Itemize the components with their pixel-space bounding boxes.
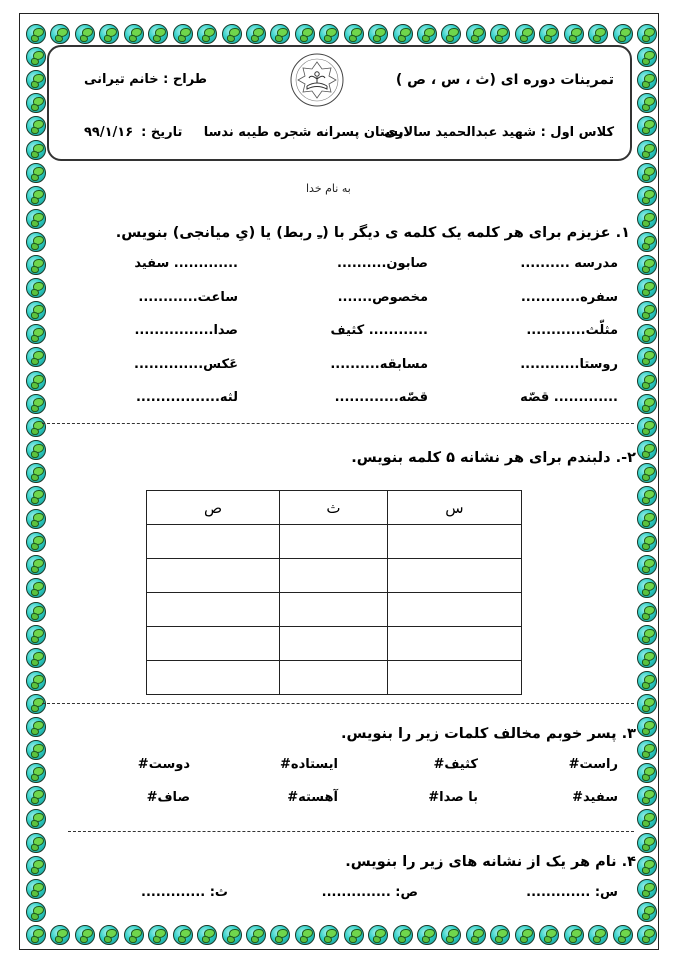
answer-cell[interactable] — [280, 525, 388, 559]
answer-cell[interactable] — [387, 559, 521, 593]
exercise-item: ............. سفید — [134, 256, 238, 271]
globe-icon — [515, 925, 535, 945]
globe-icon — [637, 463, 657, 483]
column-header-sin: س — [387, 491, 521, 525]
column-header-se: ث — [280, 491, 388, 525]
globe-icon — [637, 394, 657, 414]
globe-icon — [613, 24, 633, 44]
globe-icon — [393, 925, 413, 945]
answer-cell[interactable] — [387, 593, 521, 627]
exercise-item: ساعت............ — [138, 289, 238, 305]
globe-icon — [222, 925, 242, 945]
globe-icon — [26, 671, 46, 691]
antonym-item: ایستاده# — [280, 757, 338, 772]
globe-icon — [26, 417, 46, 437]
exercise-item: روستا............ — [520, 356, 618, 372]
antonym-item: راست# — [568, 757, 618, 772]
globe-icon — [637, 879, 657, 899]
exercise-item: قصّه............. — [334, 390, 428, 405]
antonym-item: سفید# — [572, 790, 618, 805]
globe-icon — [637, 232, 657, 252]
globe-icon — [26, 509, 46, 529]
globe-icon — [173, 925, 193, 945]
letter-name-item: س: ............. — [526, 885, 618, 900]
globe-icon — [588, 24, 608, 44]
globe-icon — [197, 24, 217, 44]
answer-cell[interactable] — [280, 593, 388, 627]
globe-icon — [417, 925, 437, 945]
globe-icon — [124, 925, 144, 945]
answer-cell[interactable] — [147, 525, 280, 559]
exercise-item: صدا................ — [134, 323, 238, 338]
section-divider — [42, 703, 634, 704]
globe-icon — [26, 140, 46, 160]
table-row — [147, 559, 522, 593]
globe-icon — [26, 440, 46, 460]
globe-icon — [26, 856, 46, 876]
exercise-item: عَکس.............. — [134, 356, 238, 372]
worksheet-title: تمرینات دوره ای (ث ، س ، ص ) — [395, 72, 614, 88]
globe-icon — [26, 925, 46, 945]
answer-cell[interactable] — [387, 627, 521, 661]
globe-icon — [295, 24, 315, 44]
globe-icon — [26, 255, 46, 275]
letter-name-item: ث: ............. — [141, 885, 228, 900]
item-row — [48, 323, 618, 338]
answer-cell[interactable] — [147, 593, 280, 627]
globe-icon — [466, 925, 486, 945]
globe-icon — [637, 902, 657, 922]
globe-icon — [197, 925, 217, 945]
date-row — [84, 125, 182, 140]
question-1-title: ۱. عزیزم برای هر کلمه یک کلمه ی دیگر با (ـِ ربط) یا (یِ میانجی) بنویس. — [115, 225, 630, 241]
answer-cell[interactable] — [147, 627, 280, 661]
globe-icon — [344, 24, 364, 44]
exercise-item: سفره............ — [520, 289, 618, 305]
globe-icon — [637, 717, 657, 737]
globe-icon — [26, 486, 46, 506]
school-emblem-icon — [287, 52, 347, 108]
globe-icon — [417, 24, 437, 44]
answer-cell[interactable] — [280, 661, 388, 695]
answer-cell[interactable] — [387, 525, 521, 559]
globe-icon — [637, 856, 657, 876]
globe-icon — [26, 24, 46, 44]
answer-cell[interactable] — [147, 661, 280, 695]
globe-icon — [637, 278, 657, 298]
globe-icon — [637, 440, 657, 460]
globe-icon — [637, 625, 657, 645]
globe-icon — [637, 209, 657, 229]
antonym-item: آهسته# — [287, 790, 338, 805]
exercise-item: مدرسه .......... — [520, 256, 618, 271]
date-label: تاریخ : — [141, 125, 183, 140]
globe-icon — [637, 694, 657, 714]
answer-cell[interactable] — [280, 559, 388, 593]
globe-icon — [26, 209, 46, 229]
globe-icon — [26, 232, 46, 252]
globe-icon — [295, 925, 315, 945]
globe-icon — [466, 24, 486, 44]
globe-icon — [588, 925, 608, 945]
globe-icon — [26, 717, 46, 737]
globe-icon — [75, 925, 95, 945]
exercise-item: ............. قصّه — [520, 390, 618, 405]
school-name: دبستان پسرانه شجره طیبه ندسا — [203, 125, 410, 140]
basmala: به نام خدا — [306, 182, 351, 195]
item-row — [48, 357, 618, 372]
globe-icon — [637, 602, 657, 622]
item-row — [48, 390, 618, 405]
globe-icon — [26, 371, 46, 391]
exercise-item: ............ کثیف — [330, 323, 428, 338]
globe-icon — [393, 24, 413, 44]
item-row — [70, 757, 618, 772]
globe-icon — [564, 925, 584, 945]
globe-icon — [246, 24, 266, 44]
table-row — [147, 627, 522, 661]
section-divider — [68, 831, 634, 832]
globe-icon — [637, 648, 657, 668]
exercise-item: مخصوص....... — [337, 289, 428, 305]
globe-icon — [564, 24, 584, 44]
globe-icon — [26, 394, 46, 414]
answer-cell[interactable] — [387, 661, 521, 695]
item-row — [48, 290, 618, 305]
globe-icon — [246, 925, 266, 945]
globe-icon — [637, 671, 657, 691]
globe-icon — [26, 902, 46, 922]
globe-icon — [637, 140, 657, 160]
globe-icon — [26, 833, 46, 853]
question-4-title: ۴. نام هر یک از نشانه های زیر را بنویس. — [345, 854, 636, 870]
exercise-item: مسابقه.......... — [330, 356, 428, 372]
globe-icon — [222, 24, 242, 44]
globe-icon — [26, 625, 46, 645]
globe-icon — [637, 371, 657, 391]
question-2-title: ۲-. دلبندم برای هر نشانه ۵ کلمه بنویس. — [351, 450, 636, 466]
designer-label: طراح : خانم تیرانی — [84, 72, 208, 87]
date-value: ۹۹/۱/۱۶ — [84, 125, 134, 140]
globe-icon — [637, 486, 657, 506]
globe-icon — [637, 417, 657, 437]
answer-cell[interactable] — [147, 559, 280, 593]
letters-table — [146, 490, 522, 695]
globe-icon — [637, 833, 657, 853]
globe-icon — [75, 24, 95, 44]
column-header-sad: ص — [147, 491, 280, 525]
globe-icon — [124, 24, 144, 44]
globe-icon — [173, 24, 193, 44]
globe-icon — [26, 163, 46, 183]
antonym-item: صاف# — [146, 790, 190, 805]
globe-icon — [637, 509, 657, 529]
item-row — [78, 885, 618, 900]
globe-icon — [637, 24, 657, 44]
table-row — [147, 525, 522, 559]
globe-icon — [637, 47, 657, 67]
globe-icon — [26, 47, 46, 67]
globe-icon — [26, 186, 46, 206]
table-row — [147, 593, 522, 627]
exercise-item: لثه................. — [135, 390, 238, 405]
exercise-item: مثلّث............ — [526, 323, 618, 338]
globe-icon — [26, 879, 46, 899]
globe-icon — [637, 186, 657, 206]
section-divider — [42, 423, 634, 424]
exercise-item: صابون.......... — [337, 256, 428, 271]
globe-icon — [26, 278, 46, 298]
item-row — [70, 790, 618, 805]
item-row — [48, 256, 618, 271]
globe-icon — [26, 463, 46, 483]
class-label: کلاس اول : شهید عبدالحمید سالاری — [384, 125, 614, 140]
globe-icon — [515, 24, 535, 44]
globe-icon — [637, 163, 657, 183]
table-row — [147, 661, 522, 695]
globe-icon — [637, 925, 657, 945]
question-3-title: ۳. پسر خوبم مخالف کلمات زیر را بنویس. — [341, 726, 636, 742]
antonym-item: با صدا# — [428, 790, 478, 805]
antonym-item: دوست# — [137, 757, 190, 772]
letter-name-item: ص: .............. — [321, 885, 418, 900]
globe-icon — [26, 648, 46, 668]
globe-icon — [26, 602, 46, 622]
globe-icon — [613, 925, 633, 945]
answer-cell[interactable] — [280, 627, 388, 661]
globe-icon — [637, 255, 657, 275]
globe-icon — [344, 925, 364, 945]
antonym-item: کثیف# — [433, 757, 478, 772]
